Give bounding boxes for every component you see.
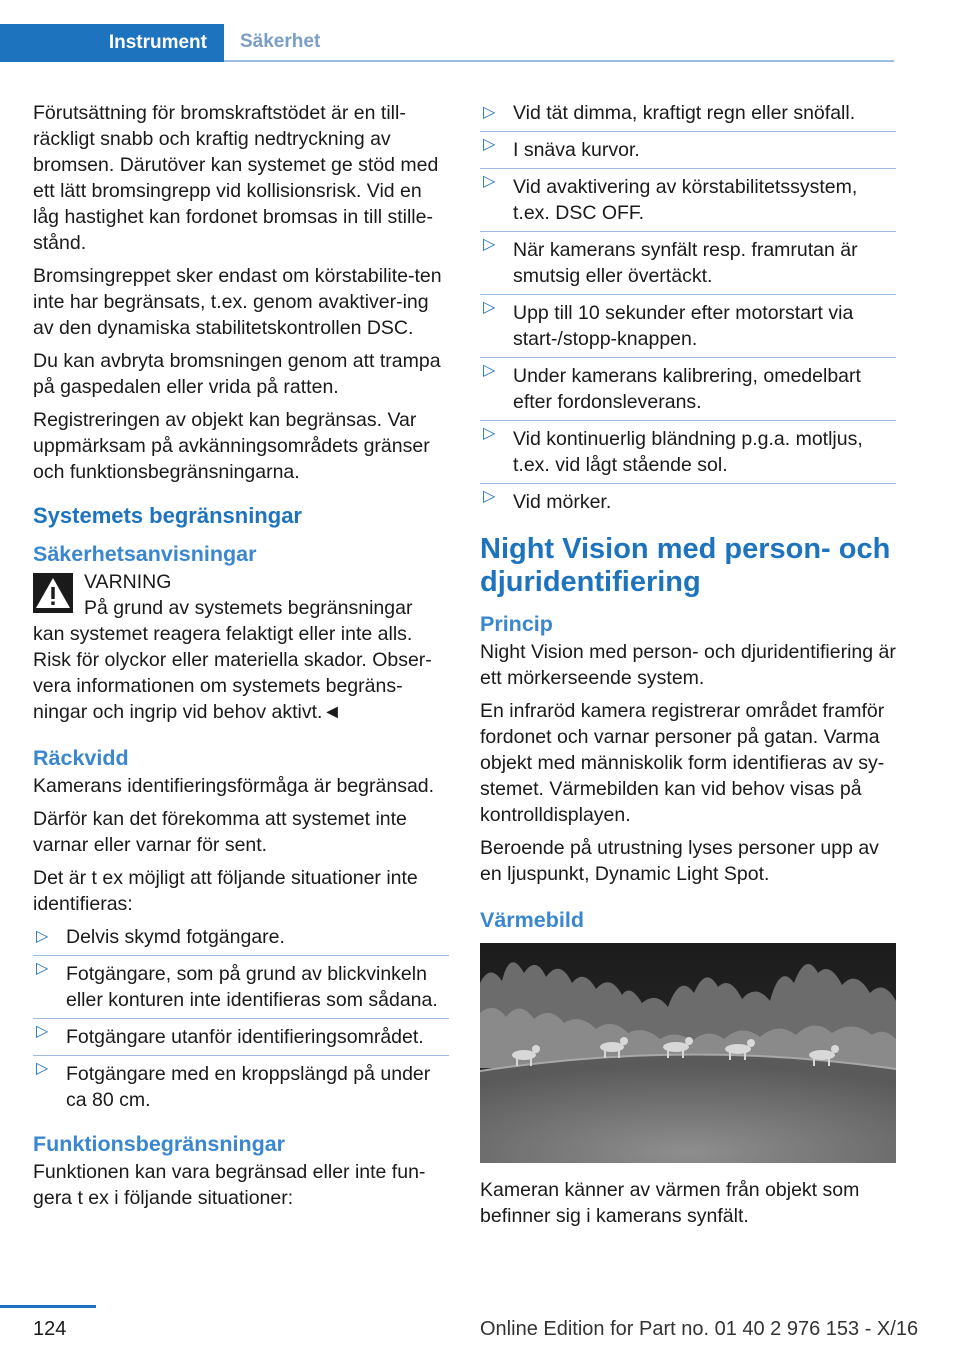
warning-text: På grund av systemets begränsningar bbox=[84, 597, 413, 619]
heading-range: Räckvidd bbox=[33, 746, 129, 770]
left-column bbox=[33, 100, 449, 1218]
paragraph: En infraröd kamera registrerar området framför fordonet och varnar personer på gatan. Varma objekt med människolik form identifieras av sy-stemet. Värmebilden kan vid behov visas på kontrolldisplayen. bbox=[480, 700, 885, 826]
list-item: ▷ Vid mörker. bbox=[480, 483, 896, 515]
list-item: ▷ I snäva kurvor. bbox=[480, 131, 896, 163]
list-item: ▷ Vid tät dimma, kraftigt regn eller snöfall. bbox=[483, 102, 856, 124]
heading-principle: Princip bbox=[480, 612, 553, 636]
list-item: ▷ Vid avaktivering av körstabilitetssystem, t.ex. DSC OFF. bbox=[480, 168, 896, 226]
paragraph: Kamerans identifieringsförmåga är begränsad. bbox=[33, 775, 435, 797]
triangle-right-icon: ▷ bbox=[36, 928, 49, 945]
list-item: ▷ Vid kontinuerlig bländning p.g.a. motljus, t.ex. vid lågt stående sol. bbox=[480, 420, 896, 478]
triangle-right-icon: ▷ bbox=[483, 104, 496, 121]
triangle-right-icon: ▷ bbox=[36, 1023, 49, 1040]
heading-system-limits: Systemets begränsningar bbox=[33, 503, 302, 528]
page-number: 124 bbox=[33, 1318, 67, 1340]
image-caption: Kameran känner av värmen från objekt som befinner sig i kamerans synfält. bbox=[480, 1179, 860, 1227]
right-column bbox=[480, 100, 896, 1236]
heading-night-vision: Night Vision med person- och djuridentifiering bbox=[480, 533, 891, 598]
list-item: ▷ Fotgängare utanför identifieringsområdet. bbox=[33, 1018, 449, 1050]
paragraph: Det är t ex möjligt att följande situationer inte identifieras: bbox=[33, 867, 418, 915]
edition-text: Online Edition for Part no. 01 40 2 976 153 - X/16 bbox=[480, 1318, 919, 1340]
paragraph: Du kan avbryta bromsningen genom att trampa på gaspedalen eller vrida på ratten. bbox=[33, 350, 441, 398]
list-item: ▷ Upp till 10 sekunder efter motorstart via start-/stopp-knappen. bbox=[480, 294, 896, 352]
list-item: ▷ Fotgängare med en kroppslängd på under ca 80 cm. bbox=[33, 1055, 449, 1113]
list-item: ▷ Fotgängare, som på grund av blickvinkeln eller konturen inte identifieras som sådana. bbox=[33, 955, 449, 1013]
warning-triangle-icon bbox=[33, 573, 73, 613]
warning-text-cont: kan systemet reagera felaktigt eller inte alls. Risk för olyckor eller materiella skador. Obser-vera informationen om systemets begräns-ningar och ingrip vid behov aktivt.◄ bbox=[33, 623, 432, 723]
triangle-right-icon: ▷ bbox=[483, 362, 496, 379]
paragraph: Beroende på utrustning lyses personer upp av en ljuspunkt, Dynamic Light Spot. bbox=[480, 837, 879, 885]
triangle-right-icon: ▷ bbox=[36, 960, 49, 977]
triangle-right-icon: ▷ bbox=[483, 236, 496, 253]
tab-sakerhet[interactable]: Säkerhet bbox=[224, 24, 894, 62]
triangle-right-icon: ▷ bbox=[36, 1060, 49, 1077]
paragraph: Bromsingreppet sker endast om körstabilite-ten inte har begränsats, t.ex. genom avaktiver-ing av den dynamiska stabilitetskontrollen DSC. bbox=[33, 265, 442, 339]
tab-instrument[interactable]: Instrument bbox=[0, 24, 224, 62]
triangle-right-icon: ▷ bbox=[483, 425, 496, 442]
warning-block bbox=[33, 569, 449, 725]
triangle-right-icon: ▷ bbox=[483, 488, 496, 505]
paragraph: Funktionen kan vara begränsad eller inte fun-gera t ex i följande situationer: bbox=[33, 1161, 426, 1209]
function-limits-list bbox=[480, 100, 896, 515]
paragraph: Registreringen av objekt kan begränsas. Var uppmärksam på avkänningsområdets gränser och funktionsbegränsningarna. bbox=[33, 409, 430, 483]
paragraph: Night Vision med person- och djuridentifiering är ett mörkerseende system. bbox=[480, 641, 896, 689]
list-item: ▷ Under kamerans kalibrering, omedelbart efter fordonsleverans. bbox=[480, 357, 896, 415]
page-header bbox=[0, 0, 960, 62]
triangle-right-icon: ▷ bbox=[483, 299, 496, 316]
heading-safety: Säkerhetsanvisningar bbox=[33, 542, 257, 566]
footer-rule bbox=[0, 1305, 96, 1308]
list-item: ▷ När kamerans synfält resp. framrutan är smutsig eller övertäckt. bbox=[480, 231, 896, 289]
range-list bbox=[33, 924, 449, 1113]
list-item: ▷ Delvis skymd fotgängare. bbox=[36, 926, 285, 948]
paragraph: Förutsättning för bromskraftstödet är en till-räckligt snabb och kraftig nedtryckning av bromsen. Därutöver kan systemet ge stöd med ett lätt bromsingrepp vid kollisionsrisk. Vid en låg hastighet kan fordonet bromsas in till stille-stånd. bbox=[33, 102, 439, 254]
triangle-right-icon: ▷ bbox=[483, 173, 496, 190]
paragraph: Därför kan det förekomma att systemet inte varnar eller varnar för sent. bbox=[33, 808, 407, 856]
triangle-right-icon: ▷ bbox=[483, 136, 496, 153]
heading-thermal-image: Värmebild bbox=[480, 908, 584, 932]
heading-function-limits: Funktionsbegränsningar bbox=[33, 1132, 286, 1156]
warning-title: VARNING bbox=[84, 571, 172, 593]
thermal-image bbox=[480, 943, 896, 1163]
